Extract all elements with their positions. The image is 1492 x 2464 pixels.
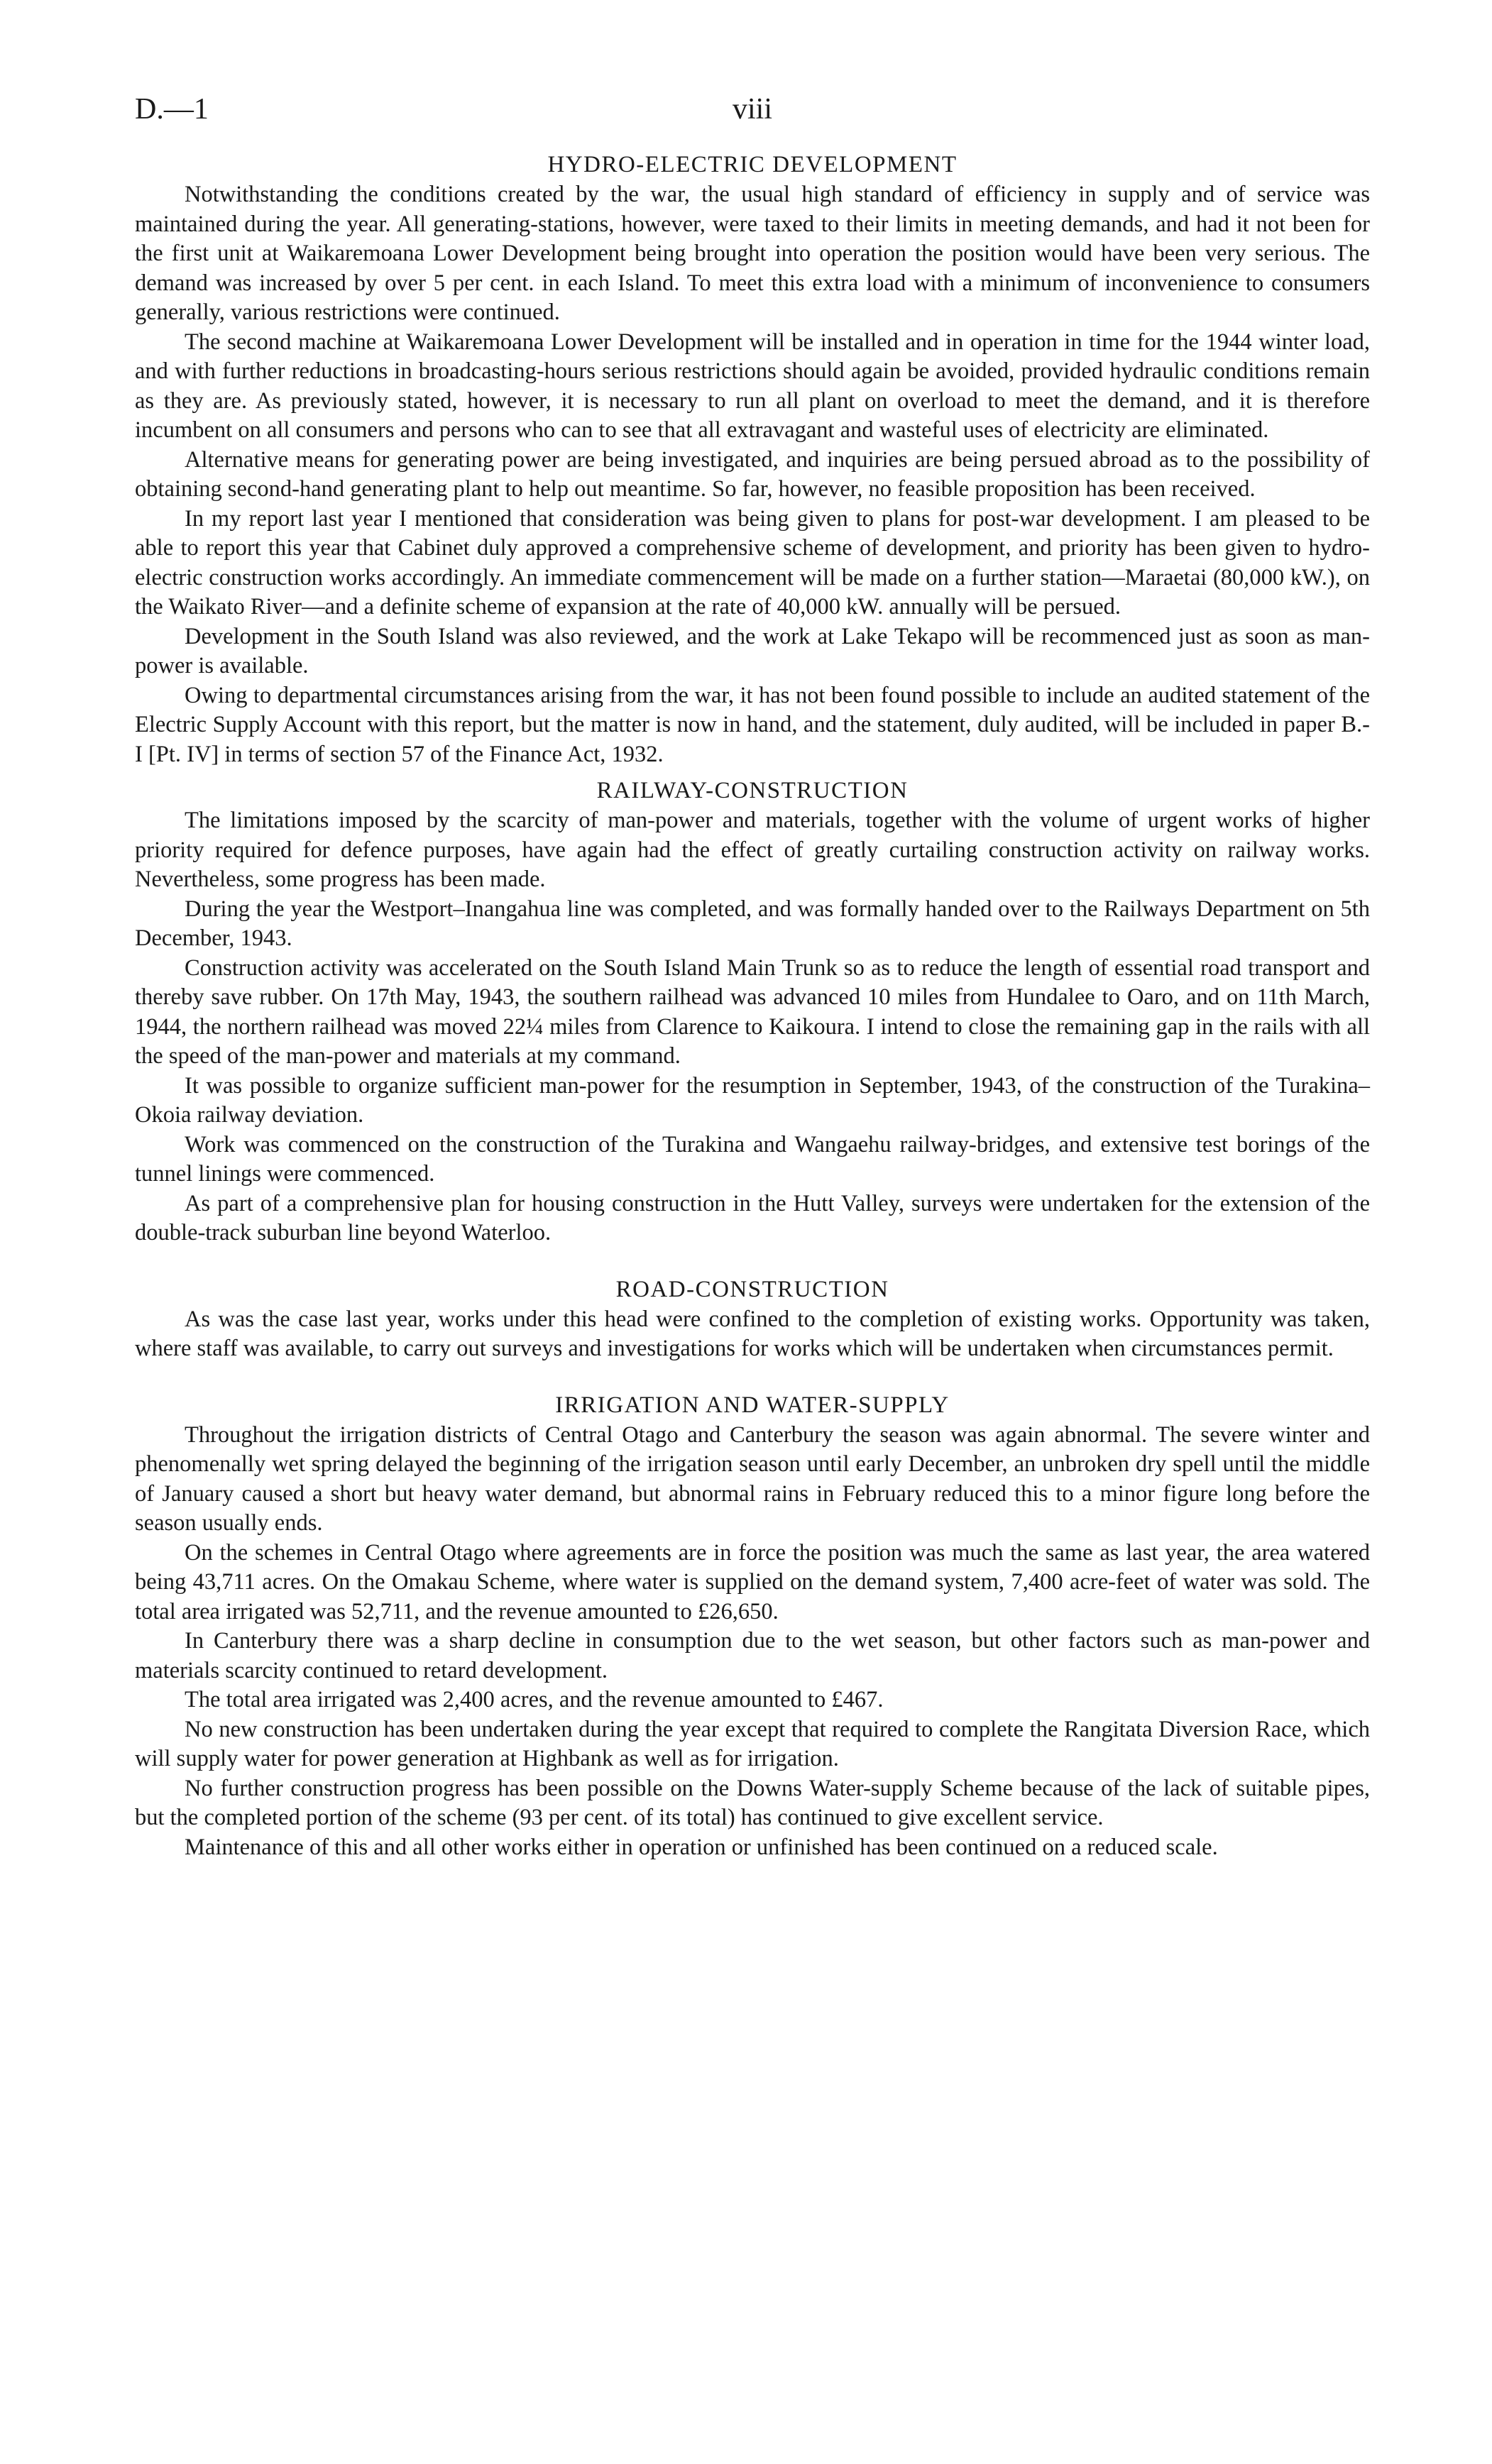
paragraph: Development in the South Island was also reviewed, and the work at Lake Tekapo will be recommenced just as soon as man-power is available.	[135, 623, 1370, 678]
paragraph: During the year the Westport–Inangahua line was completed, and was formally handed over to the Railways Department on 5th December, 1943.	[135, 896, 1370, 951]
paragraph: In my report last year I mentioned that consideration was being given to plans for post-war development. I am pleased to be able to report this year that Cabinet duly approved a comprehensive scheme of development, and priority has been given to hydro-electric construction works accordingly. An immediate commencement will be made on a further station—Maraetai (80,000 kW.), on the Waikato River—and a definite scheme of expansion at the rate of 40,000 kW. annually will be persued.	[135, 505, 1370, 620]
page-header	[135, 92, 1370, 142]
document-reference: D.—1	[135, 93, 209, 126]
document-page	[135, 92, 1370, 1862]
page-number: viii	[732, 93, 772, 126]
section-title-road-construction: ROAD-CONSTRUCTION	[615, 1276, 889, 1302]
paragraph: No further construction progress has been possible on the Downs Water-supply Scheme because of the lack of suitable pipes, but the completed portion of the scheme (93 per cent. of its total) has continued to give excellent service.	[135, 1775, 1370, 1830]
section-title-hydro-electric: HYDRO-ELECTRIC DEVELOPMENT	[547, 152, 958, 177]
paragraph: Owing to departmental circumstances arising from the war, it has not been found possible to include an audited statement of the Electric Supply Account with this report, but the matter is now in hand, and the statement, duly audited, will be included in paper B.-I [Pt. IV] in terms of section 57 of the Finance Act, 1932.	[135, 682, 1370, 767]
paragraph: Maintenance of this and all other works either in operation or unfinished has been continued on a reduced scale.	[185, 1834, 1218, 1860]
section-title-irrigation-water-supply: IRRIGATION AND WATER-SUPPLY	[555, 1392, 950, 1418]
paragraph: On the schemes in Central Otago where agreements are in force the position was much the same as last year, the area watered being 43,711 acres. On the Omakau Scheme, where water is supplied on the demand system, 7,400 acre-feet of water was sold. The total area irrigated was 52,711, and the revenue amounted to £26,650.	[135, 1539, 1370, 1624]
paragraph: It was possible to organize sufficient man-power for the resumption in September, 1943, of the construction of the Turakina–Okoia railway deviation.	[135, 1072, 1370, 1128]
paragraph: As was the case last year, works under this head were confined to the completion of existing works. Opportunity was taken, where staff was available, to carry out surveys and investigations for works which will be undertaken when circumstances permit.	[135, 1306, 1370, 1361]
paragraph: Alternative means for generating power are being investigated, and inquiries are being persued abroad as to the possibility of obtaining second-hand generating plant to help out meantime. So far, however, no feasible proposition has been received.	[135, 446, 1370, 502]
paragraph: The second machine at Waikaremoana Lower Development will be installed and in operation in time for the 1944 winter load, and with further reductions in broadcasting-hours serious restrictions should again be avoided, provided hydraulic conditions remain as they are. As previously stated, however, it is necessary to run all plant on overload to meet the demand, and it is therefore incumbent on all consumers and persons who can to see that all extravagant and wasteful uses of electricity are eliminated.	[135, 329, 1370, 443]
paragraph: The limitations imposed by the scarcity of man-power and materials, together with the volume of urgent works of higher priority required for defence purposes, have again had the effect of greatly curtailing construction activity on railway works. Nevertheless, some progress has been made.	[135, 808, 1370, 892]
paragraph: Throughout the irrigation districts of Central Otago and Canterbury the season was again abnormal. The severe winter and phenomenally wet spring delayed the beginning of the irrigation season until early December, an unbroken dry spell until the middle of January caused a short but heavy water demand, but abnormal rains in February reduced this to a minor figure long before the season usually ends.	[135, 1421, 1370, 1536]
paragraph: Construction activity was accelerated on the South Island Main Trunk so as to reduce the length of essential road transport and thereby save rubber. On 17th May, 1943, the southern railhead was advanced 10 miles from Hundalee to Oaro, and on 11th March, 1944, the northern railhead was moved 22¼ miles from Clarence to Kaikoura. I intend to close the remaining gap in the rails with all the speed of the man-power and materials at my command.	[135, 955, 1370, 1069]
paragraph: No new construction has been undertaken during the year except that required to complete the Rangitata Diversion Race, which will supply water for power generation at Highbank as well as for irrigation.	[135, 1716, 1370, 1771]
section-title-railway-construction: RAILWAY-CONSTRUCTION	[596, 778, 909, 803]
paragraph: In Canterbury there was a sharp decline in consumption due to the wet season, but other factors such as man-power and materials scarcity continued to retard development.	[135, 1628, 1370, 1683]
paragraph: The total area irrigated was 2,400 acres, and the revenue amounted to £467.	[185, 1687, 884, 1712]
paragraph: Work was commenced on the construction of the Turakina and Wangaehu railway-bridges, and extensive test borings of the tunnel linings were commenced.	[135, 1131, 1370, 1187]
paragraph: Notwithstanding the conditions created by the war, the usual high standard of efficiency in supply and of service was maintained during the year. All generating-stations, however, were taxed to their limits in meeting demands, and had it not been for the first unit at Waikaremoana Lower Development being brought into operation the position would have been very serious. The demand was increased by over 5 per cent. in each Island. To meet this extra load with a minimum of inconvenience to consumers generally, various restrictions were continued.	[135, 182, 1370, 325]
paragraph: As part of a comprehensive plan for housing construction in the Hutt Valley, surveys were undertaken for the extension of the double-track suburban line beyond Waterloo.	[135, 1190, 1370, 1245]
